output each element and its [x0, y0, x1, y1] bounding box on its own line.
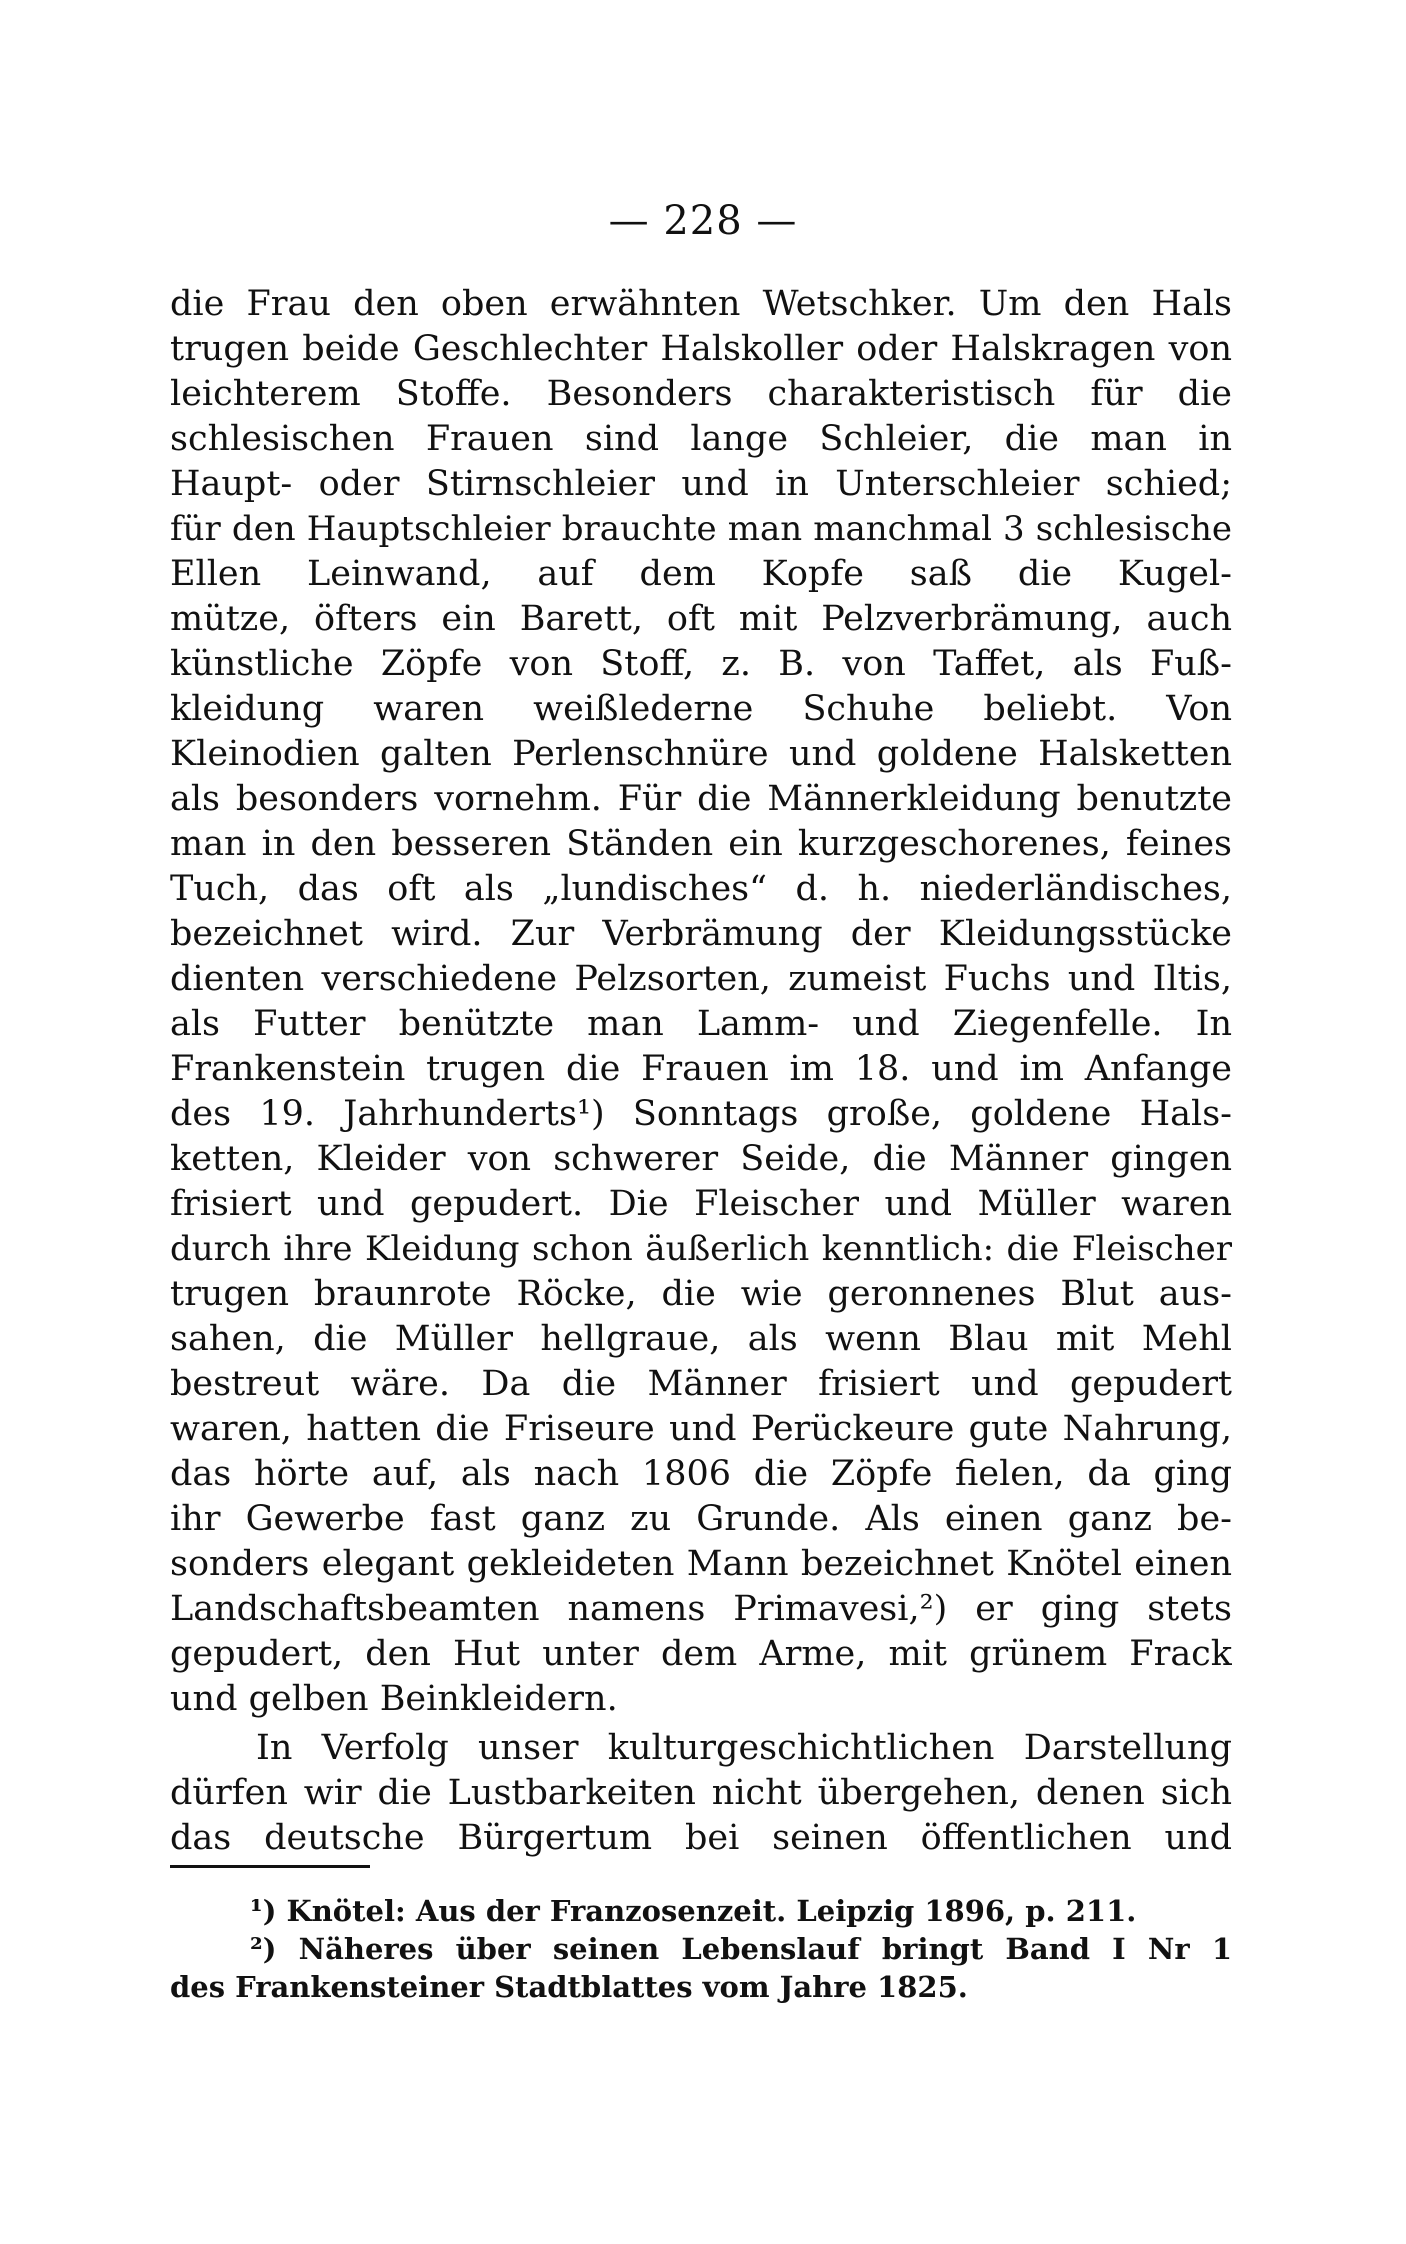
text-line: durch ihre Kleidung schon äußerlich kenntlich: die Fleischer: [170, 1229, 1232, 1269]
text-line: In Verfolg unser kulturgeschichtlichen Darstellung: [256, 1728, 1232, 1768]
body-text: [170, 282, 1232, 1861]
text-line: und gelben Beinkleidern.: [170, 1679, 618, 1719]
text-line: leichterem Stoffe. Besonders charakteristisch für die: [170, 374, 1232, 414]
text-line: mütze, öfters ein Barett, oft mit Pelzverbrämung, auch: [170, 599, 1232, 639]
footnote-2: ²) Näheres über seinen Lebenslauf bringt Band I Nr 1: [250, 1932, 1232, 1966]
paragraph-1: [170, 282, 1232, 1722]
text-line: dienten verschiedene Pelzsorten, zumeist Fuchs und Iltis,: [170, 959, 1232, 999]
footnotes: [170, 1892, 1232, 2006]
text-line: waren, hatten die Friseure und Perückeure gute Nahrung,: [170, 1409, 1232, 1449]
footnote-1: ¹) Knötel: Aus der Franzosenzeit. Leipzig 1896, p. 211.: [250, 1894, 1137, 1928]
text-line: bezeichnet wird. Zur Verbrämung der Kleidungsstücke: [170, 914, 1232, 954]
text-line: das deutsche Bürgertum bei seinen öffentlichen und: [170, 1818, 1232, 1858]
text-line: gepudert, den Hut unter dem Arme, mit grünem Frack: [170, 1634, 1232, 1674]
text-line: Kleinodien galten Perlenschnüre und goldene Halsketten: [170, 734, 1232, 774]
text-line: Ellen Leinwand, auf dem Kopfe saß die Kugel-: [170, 554, 1232, 594]
text-line: des 19. Jahrhunderts¹) Sonntags große, goldene Hals-: [170, 1094, 1232, 1134]
text-line: als Futter benützte man Lamm- und Ziegenfelle. In: [170, 1004, 1232, 1044]
text-line: ketten, Kleider von schwerer Seide, die Männer gingen: [170, 1139, 1232, 1179]
footnote-2-continuation: des Frankensteiner Stadtblattes vom Jahre 1825.: [170, 1970, 968, 2004]
text-line: für den Hauptschleier brauchte man manchmal 3 schlesische: [170, 509, 1232, 549]
text-line: bestreut wäre. Da die Männer frisiert und gepudert: [170, 1364, 1232, 1404]
paragraph-2: [170, 1726, 1232, 1861]
text-line: man in den besseren Ständen ein kurzgeschorenes, feines: [170, 824, 1232, 864]
footnote-divider: [170, 1865, 370, 1868]
text-line: das hörte auf, als nach 1806 die Zöpfe fielen, da ging: [170, 1454, 1232, 1494]
text-line: trugen braunrote Röcke, die wie geronnenes Blut aus-: [170, 1274, 1232, 1314]
text-line: sahen, die Müller hellgraue, als wenn Blau mit Mehl: [170, 1319, 1232, 1359]
text-line: Frankenstein trugen die Frauen im 18. und im Anfange: [170, 1049, 1232, 1089]
text-line: dürfen wir die Lustbarkeiten nicht übergehen, denen sich: [170, 1773, 1232, 1813]
page-number: — 228 —: [608, 198, 798, 244]
text-line: als besonders vornehm. Für die Männerkleidung benutzte: [170, 779, 1232, 819]
text-line: kleidung waren weißlederne Schuhe beliebt. Von: [170, 689, 1232, 729]
text-line: die Frau den oben erwähnten Wetschker. Um den Hals: [170, 284, 1232, 324]
text-line: ihr Gewerbe fast ganz zu Grunde. Als einen ganz be-: [170, 1499, 1232, 1539]
text-line: frisiert und gepudert. Die Fleischer und Müller waren: [170, 1184, 1232, 1224]
text-line: schlesischen Frauen sind lange Schleier, die man in: [170, 419, 1232, 459]
text-line: künstliche Zöpfe von Stoff, z. B. von Taffet, als Fuß-: [170, 644, 1232, 684]
text-line: Haupt- oder Stirnschleier und in Unterschleier schied;: [170, 464, 1232, 504]
text-line: Landschaftsbeamten namens Primavesi,²) er ging stets: [170, 1589, 1232, 1629]
text-line: sonders elegant gekleideten Mann bezeichnet Knötel einen: [170, 1544, 1232, 1584]
text-line: trugen beide Geschlechter Halskoller oder Halskragen von: [170, 329, 1232, 369]
text-line: Tuch, das oft als „lundisches“ d. h. niederländisches,: [170, 869, 1232, 909]
